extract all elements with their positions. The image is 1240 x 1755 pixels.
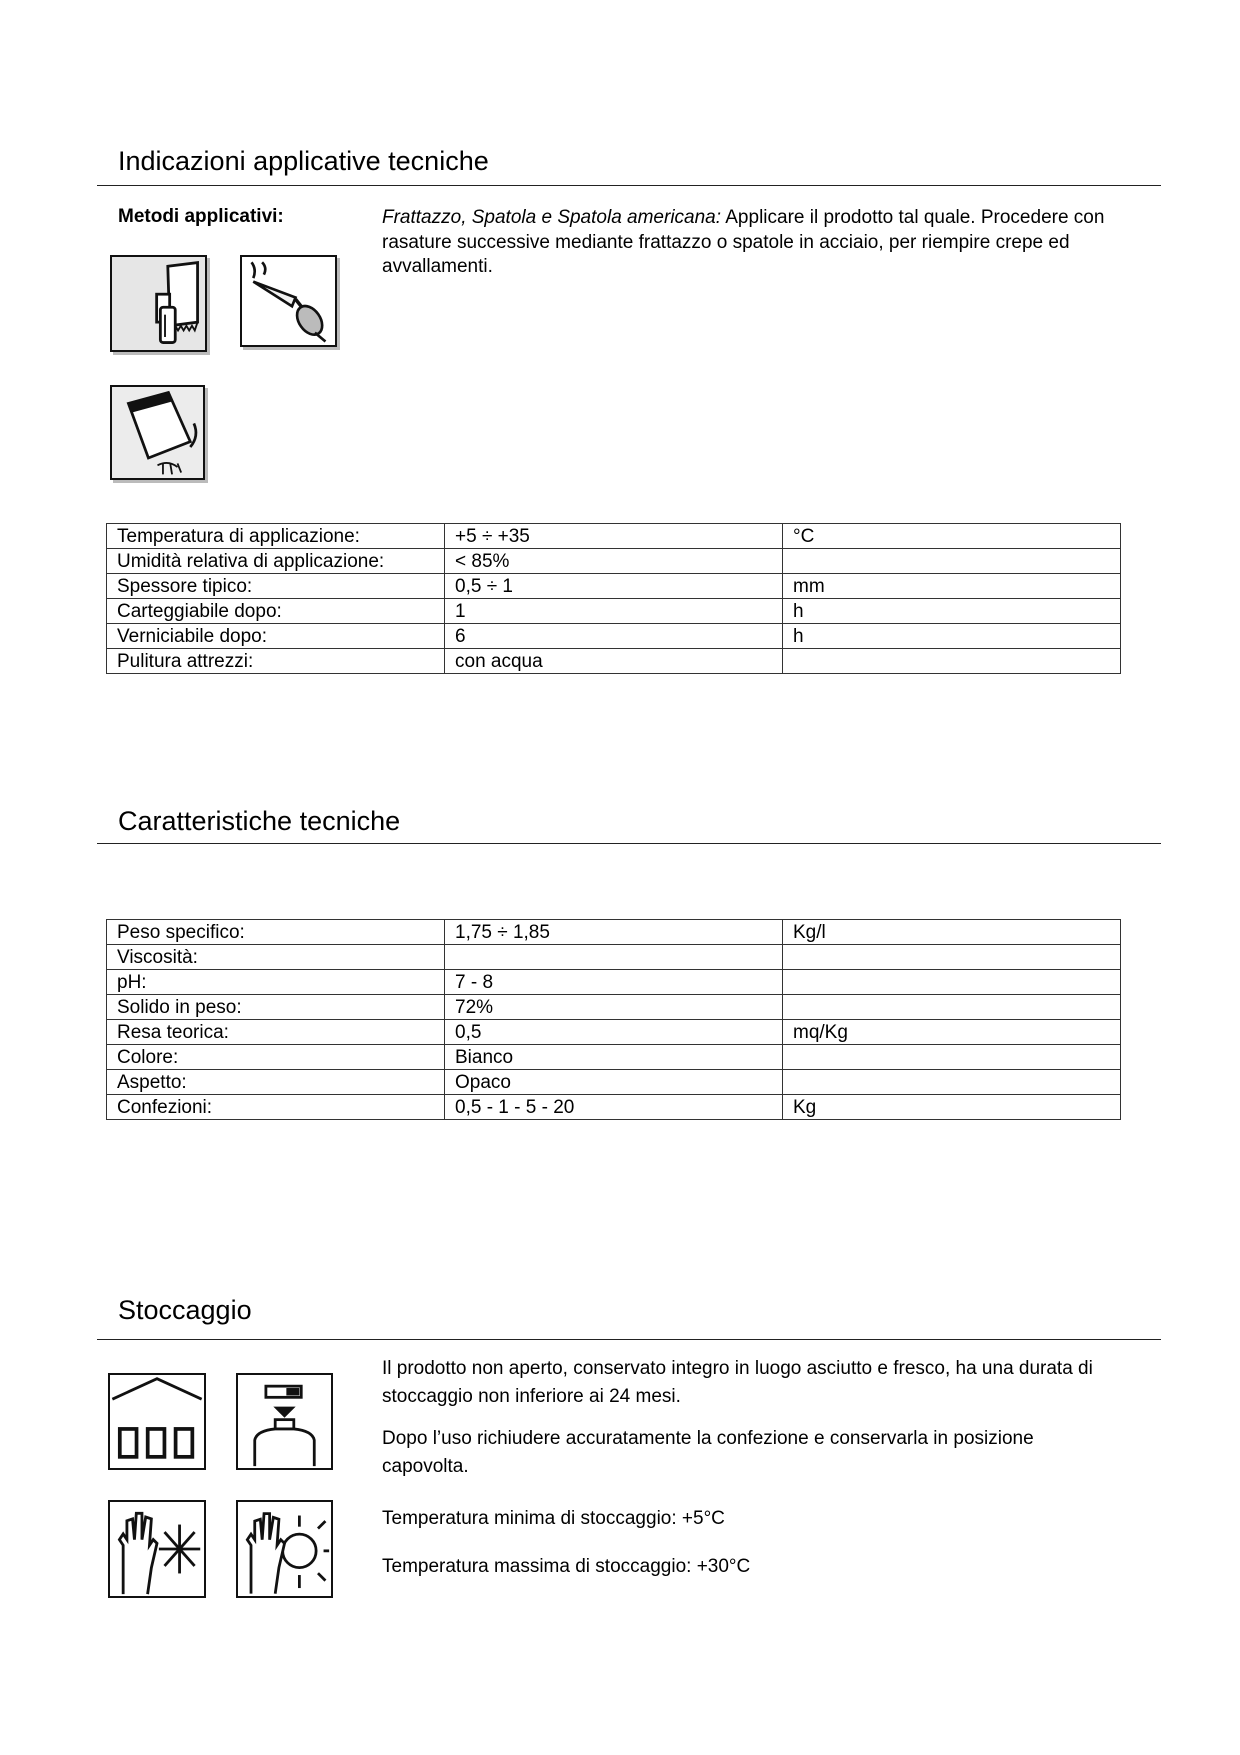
table-cell-value: +5 ÷ +35 [445, 524, 783, 549]
table-row [107, 574, 1121, 599]
table-cell-unit: mq/Kg [783, 1020, 1121, 1045]
table-row [107, 549, 1121, 574]
scraper-icon [110, 385, 205, 480]
table-cell-label: Resa teorica: [107, 1020, 445, 1045]
table-cell-unit [783, 549, 1121, 574]
section-divider [97, 185, 1161, 186]
section-title-storage: Stoccaggio [118, 1295, 252, 1325]
table-row [107, 649, 1121, 674]
methods-description [382, 206, 1142, 280]
table-cell-label: Carteggiabile dopo: [107, 599, 445, 624]
section-divider [97, 843, 1161, 844]
table-cell-value: 0,5 ÷ 1 [445, 574, 783, 599]
table-cell-value: 72% [445, 995, 783, 1020]
sun-hand-icon [236, 1500, 333, 1598]
table-cell-value: Bianco [445, 1045, 783, 1070]
table-cell-unit [783, 1045, 1121, 1070]
upside-down-container-icon [236, 1373, 333, 1470]
table-cell-value: con acqua [445, 649, 783, 674]
table-cell-label: Temperatura di applicazione: [107, 524, 445, 549]
frost-hand-icon [108, 1500, 206, 1598]
table-cell-unit: mm [783, 574, 1121, 599]
table-row [107, 995, 1121, 1020]
table-cell-label: Umidità relativa di applicazione: [107, 549, 445, 574]
table-cell-unit [783, 970, 1121, 995]
table-row [107, 945, 1121, 970]
table-cell-label: Aspetto: [107, 1070, 445, 1095]
table-cell-value: 0,5 - 1 - 5 - 20 [445, 1095, 783, 1120]
table-row [107, 624, 1121, 649]
table-row [107, 1020, 1121, 1045]
table-cell-unit: °C [783, 524, 1121, 549]
table-row [107, 970, 1121, 995]
table-cell-unit [783, 649, 1121, 674]
application-specs-table [106, 523, 1121, 674]
table-cell-value: < 85% [445, 549, 783, 574]
table-row [107, 1070, 1121, 1095]
table-cell-label: Spessore tipico: [107, 574, 445, 599]
table-row [107, 1095, 1121, 1120]
table-cell-unit [783, 945, 1121, 970]
storage-paragraph: Dopo l’uso richiudere accuratamente la confezione e conservarla in posizione capovolta. [382, 1428, 1034, 1477]
storage-min-temp: Temperatura minima di stoccaggio: +5°C [382, 1508, 725, 1529]
table-cell-value: 1,75 ÷ 1,85 [445, 920, 783, 945]
table-cell-unit: h [783, 599, 1121, 624]
table-row [107, 524, 1121, 549]
table-cell-unit: h [783, 624, 1121, 649]
methods-tools: Frattazzo, Spatola e Spatola americana: [382, 207, 722, 228]
table-cell-value [445, 945, 783, 970]
section-title-technical: Caratteristiche tecniche [118, 806, 401, 836]
table-cell-label: Confezioni: [107, 1095, 445, 1120]
table-cell-label: Solido in peso: [107, 995, 445, 1020]
table-cell-unit: Kg [783, 1095, 1121, 1120]
table-cell-value: 7 - 8 [445, 970, 783, 995]
table-cell-value: 6 [445, 624, 783, 649]
technical-specs-table [106, 919, 1121, 1120]
table-cell-value: Opaco [445, 1070, 783, 1095]
table-cell-label: Peso specifico: [107, 920, 445, 945]
table-row [107, 920, 1121, 945]
spray-gun-icon [240, 255, 337, 347]
table-cell-label: Verniciabile dopo: [107, 624, 445, 649]
table-row [107, 1045, 1121, 1070]
table-cell-label: pH: [107, 970, 445, 995]
methods-text: Applicare il prodotto tal quale. Procedere con rasature successive mediante frattazzo o spatole in acciaio, per riempire crepe ed avvallamenti. [382, 207, 1105, 277]
storage-max-temp: Temperatura massima di stoccaggio: +30°C [382, 1556, 751, 1577]
trowel-icon [110, 255, 207, 352]
table-cell-label: Viscosità: [107, 945, 445, 970]
warehouse-icon [108, 1373, 206, 1470]
table-cell-label: Colore: [107, 1045, 445, 1070]
section-title-application: Indicazioni applicative tecniche [118, 146, 489, 176]
methods-label: Metodi applicativi: [118, 206, 284, 227]
section-divider [97, 1339, 1161, 1340]
table-cell-unit [783, 995, 1121, 1020]
table-cell-unit: Kg/l [783, 920, 1121, 945]
table-cell-value: 0,5 [445, 1020, 783, 1045]
storage-paragraph: Il prodotto non aperto, conservato integro in luogo asciutto e fresco, ha una durata di stoccaggio non inferiore ai 24 mesi. [382, 1358, 1093, 1407]
table-row [107, 599, 1121, 624]
table-cell-unit [783, 1070, 1121, 1095]
table-cell-value: 1 [445, 599, 783, 624]
table-cell-label: Pulitura attrezzi: [107, 649, 445, 674]
